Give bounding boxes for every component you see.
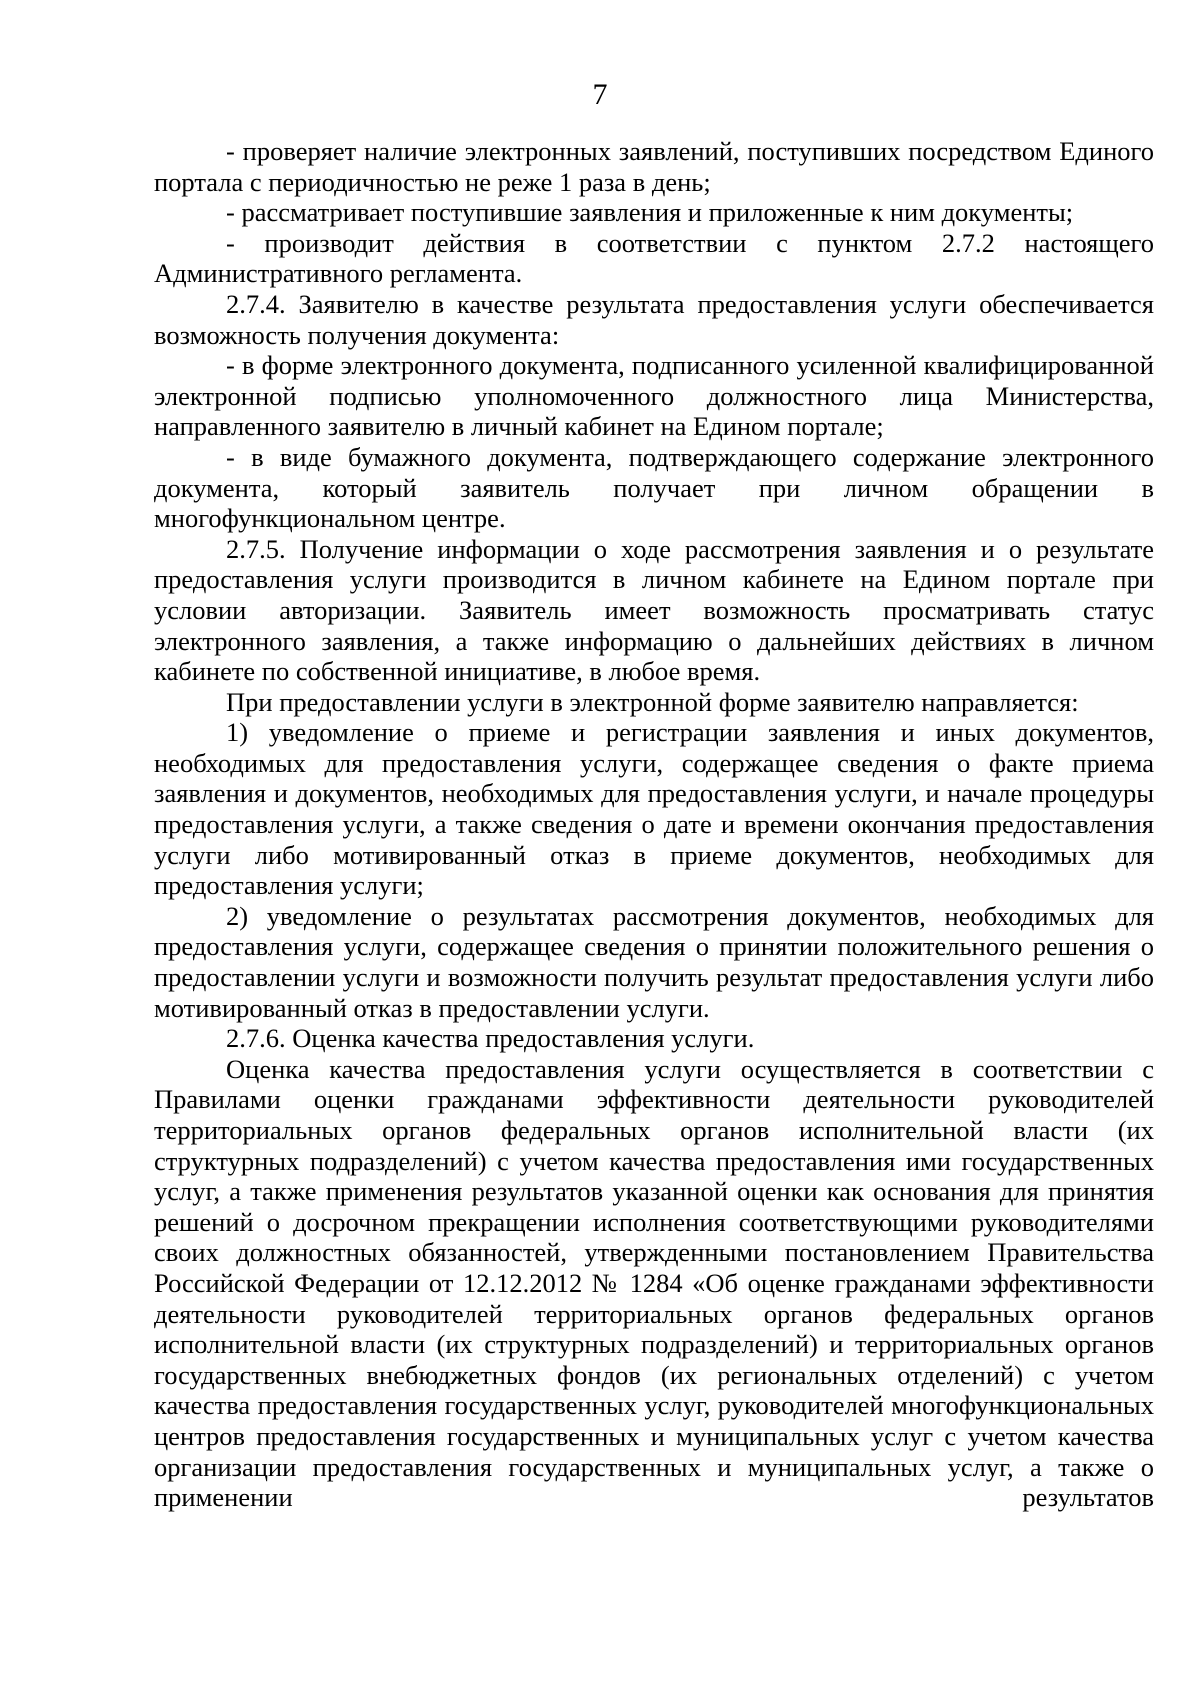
paragraph-quality-assessment: Оценка качества предоставления услуги осуществляется в соответствии с Правилами оценки гражданами эффективности деятельности руководителей территориальных органов федеральных органов исполнительной власти (их структурных подразделений) с учетом качества предоставления ими государственных услуг, а также применения результатов указанной оценки как основания для принятия решений о досрочном прекращении исполнения соответствующими руководителями своих должностных обязанностей, утвержденными постановлением Правительства Российской Федерации от 12.12.2012 № 1284 «Об оценке гражданами эффективности деятельности руководителей территориальных органов федеральных органов исполнительной власти (их структурных подразделений) и территориальных органов государственных внебюджетных фондов (их региональных отделений) с учетом качества предоставления государственных услуг, руководителей многофункциональных центров предоставления государственных и муниципальных услуг с учетом качества организации предоставления государственных и муниципальных услуг, а также о применении результатов — [154, 1053, 1154, 1513]
paragraph-2-7-4: 2.7.4. Заявителю в качестве результата предоставления услуги обеспечивается возможность получения документа: — [154, 288, 1154, 350]
paragraph-reviews-applications: - рассматривает поступившие заявления и приложенные к ним документы; — [226, 197, 1074, 228]
paragraph-performs-actions: - производит действия в соответствии с пунктом 2.7.2 настоящего Административного регламента. — [154, 227, 1154, 289]
paragraph-notice-1: 1) уведомление о приеме и регистрации заявления и иных документов, необходимых для предоставления услуги, содержащее сведения о факте приема заявления и документов, необходимых для предоставления услуги, и начале процедуры предоставления услуги, а также сведения о дате и времени окончания предоставления услуги либо мотивированный отказ в приеме документов, необходимых для предоставления услуги; — [154, 717, 1154, 901]
paragraph-electronic-form-notice: При предоставлении услуги в электронной форме заявителю направляется: — [226, 686, 1079, 717]
paragraph-checks-applications: - проверяет наличие электронных заявлений, поступивших посредством Единого портала с периодичностью не реже 1 раза в день; — [154, 136, 1154, 197]
paragraph-2-7-6: 2.7.6. Оценка качества предоставления услуги. — [226, 1023, 755, 1054]
document-body — [154, 136, 1154, 1513]
paragraph-electronic-document: - в форме электронного документа, подписанного усиленной квалифицированной электронной подписью уполномоченного должностного лица Министерства, направленного заявителю в личный кабинет на Едином портале; — [154, 350, 1154, 442]
paragraph-notice-2: 2) уведомление о результатах рассмотрения документов, необходимых для предоставления услуги, содержащее сведения о принятии положительного решения о предоставлении услуги и возможности получить результат предоставления услуги либо мотивированный отказ в предоставлении услуги. — [154, 900, 1154, 1023]
paragraph-paper-document: - в виде бумажного документа, подтверждающего содержание электронного документа, который заявитель получает при личном обращении в многофункциональном центре. — [154, 441, 1154, 534]
page-number: 7 — [592, 78, 608, 111]
paragraph-2-7-5: 2.7.5. Получение информации о ходе рассмотрения заявления и о результате предоставления услуги производится в личном кабинете на Едином портале при условии авторизации. Заявитель имеет возможность просматривать статус электронного заявления, а также информацию о дальнейших действиях в личном кабинете по собственной инициативе, в любое время. — [154, 533, 1154, 687]
